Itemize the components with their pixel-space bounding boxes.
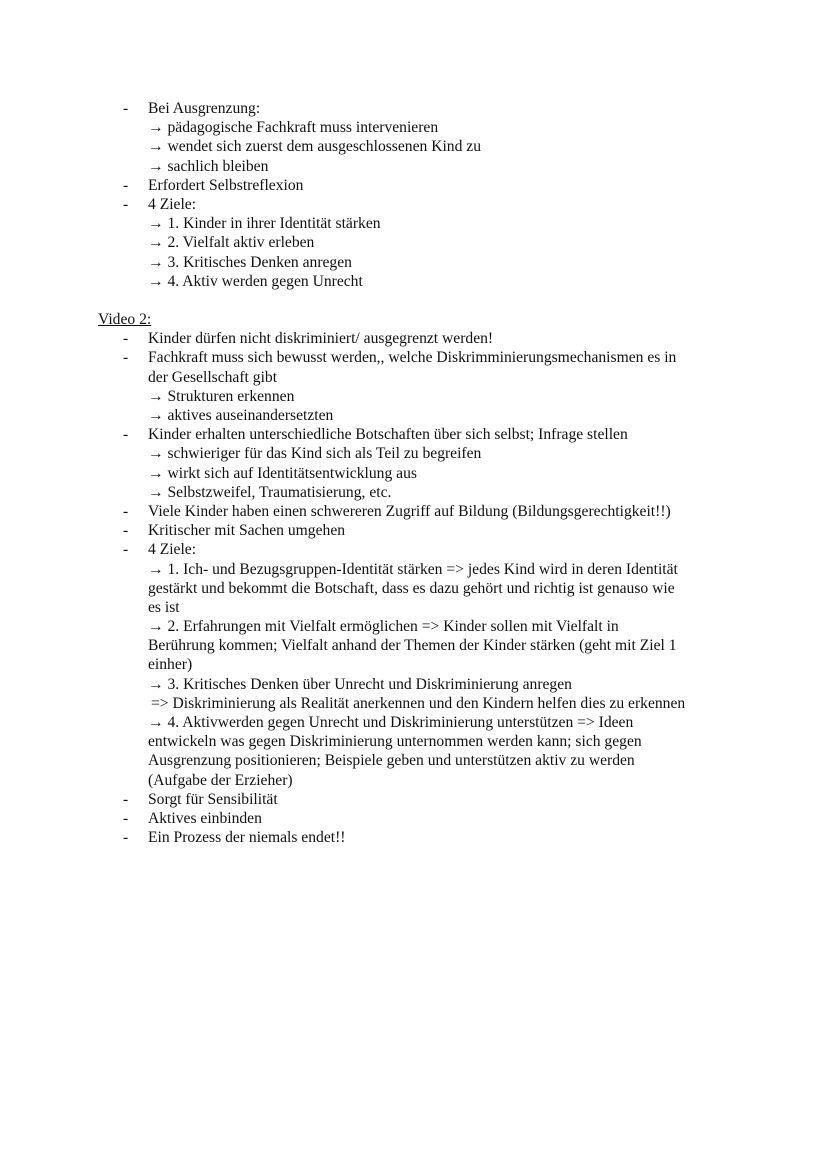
line-text: (Aufgabe der Erzieher) (148, 771, 293, 789)
line-text: gestärkt und bekommt die Botschaft, dass es dazu gehört und richtig ist genauso wie (148, 579, 675, 597)
line-text: → sachlich bleiben (148, 157, 269, 175)
bullet-dash: - (123, 809, 129, 827)
bullet-item (0, 828, 828, 847)
continuation-line (0, 464, 828, 483)
continuation-line (0, 233, 828, 252)
continuation-line (0, 732, 828, 751)
line-text: → 3. Kritisches Denken über Unrecht und Diskriminierung anregen (148, 675, 572, 693)
line-text: Ein Prozess der niemals endet!! (148, 829, 346, 847)
bullet-dash: - (123, 426, 129, 444)
bullet-item (0, 502, 828, 521)
bullet-dash: - (123, 349, 129, 367)
line-text: einher) (148, 656, 193, 674)
section-2-heading-line (0, 310, 828, 329)
bullet-item (0, 809, 828, 828)
continuation-line (0, 636, 828, 655)
line-text: → aktives auseinandersetzten (148, 407, 334, 424)
continuation-line (0, 483, 828, 502)
continuation-line (0, 598, 828, 617)
line-text: → 3. Kritisches Denken anregen (148, 253, 352, 271)
bullet-item (0, 195, 828, 214)
continuation-line (0, 444, 828, 463)
bullet-item (0, 790, 828, 809)
line-text: → schwieriger für das Kind sich als Teil zu begreifen (148, 445, 482, 463)
bullet-dash: - (123, 502, 129, 520)
line-text: es ist (148, 598, 180, 616)
line-text: → 2. Erfahrungen mit Vielfalt ermöglichen => Kinder sollen mit Vielfalt in (148, 618, 619, 636)
line-text: 4 Ziele: (148, 541, 197, 559)
continuation-line (0, 617, 828, 636)
bullet-dash: - (123, 790, 129, 808)
bullet-item (0, 521, 828, 540)
line-text: → 4. Aktivwerden gegen Unrecht und Diskriminierung unterstützen => Ideen (148, 714, 634, 731)
line-text: Kinder dürfen nicht diskriminiert/ ausgegrenzt werden! (148, 330, 494, 348)
bullet-item (0, 176, 828, 195)
section-2-heading: Video 2: (98, 311, 152, 329)
bullet-dash: - (123, 100, 129, 117)
line-text: → Strukturen erkennen (148, 387, 295, 405)
continuation-line (0, 713, 828, 732)
line-text: Kinder erhalten unterschiedliche Botschaften über sich selbst; Infrage stellen (148, 426, 628, 444)
continuation-line (0, 579, 828, 598)
bullet-item (0, 99, 828, 118)
bullet-item (0, 425, 828, 444)
continuation-line (0, 272, 828, 291)
continuation-line (0, 694, 828, 713)
line-text: → wirkt sich auf Identitätsentwicklung aus (148, 464, 417, 482)
line-text: Fachkraft muss sich bewusst werden,, welche Diskrimminierungsmechanismen es in (148, 349, 677, 367)
line-text: Sorgt für Sensibilität (148, 790, 278, 808)
document-page (0, 99, 828, 847)
section-2-list (0, 329, 828, 847)
line-text: Erfordert Selbstreflexion (148, 176, 304, 194)
line-text: 4 Ziele: (148, 195, 197, 213)
line-text: → 4. Aktiv werden gegen Unrecht (148, 272, 363, 290)
line-text: → 1. Kinder in ihrer Identität stärken (148, 215, 381, 233)
line-text: → 1. Ich- und Bezugsgruppen-Identität stärken => jedes Kind wird in deren Identität (148, 560, 678, 578)
line-text: Ausgrenzung positionieren; Beispiele geben und unterstützen aktiv zu werden (148, 752, 635, 770)
continuation-line (0, 406, 828, 425)
line-text: entwickeln was gegen Diskriminierung unternommen werden kann; sich gegen (148, 733, 642, 751)
continuation-line (0, 771, 828, 790)
bullet-dash: - (123, 522, 129, 540)
bullet-dash: - (123, 176, 129, 194)
continuation-line (0, 137, 828, 156)
continuation-line (0, 253, 828, 272)
line-text: → pädagogische Fachkraft muss intervenieren (148, 119, 439, 137)
line-text: der Gesellschaft gibt (148, 368, 278, 386)
continuation-line (0, 157, 828, 176)
line-text: Viele Kinder haben einen schwereren Zugriff auf Bildung (Bildungsgerechtigkeit!!) (148, 502, 671, 520)
bullet-item (0, 329, 828, 348)
line-text: → 2. Vielfalt aktiv erleben (148, 234, 315, 252)
line-text: Bei Ausgrenzung: (148, 100, 261, 117)
continuation-line (0, 387, 828, 406)
line-text: => Diskriminierung als Realität anerkennen und den Kindern helfen dies zu erkennen (151, 694, 686, 712)
bullet-dash: - (123, 330, 129, 348)
bullet-dash: - (123, 829, 129, 847)
line-text: Aktives einbinden (148, 809, 262, 827)
continuation-line (0, 118, 828, 137)
line-text: → wendet sich zuerst dem ausgeschlossenen Kind zu (148, 138, 482, 156)
line-text: Kritischer mit Sachen umgehen (148, 522, 346, 540)
continuation-line (0, 214, 828, 233)
continuation-line (0, 368, 828, 387)
blank-line (0, 291, 828, 310)
bullet-item (0, 540, 828, 559)
line-text: Berührung kommen; Vielfalt anhand der Themen der Kinder stärken (geht mit Ziel 1 (148, 637, 677, 655)
section-1-list (0, 99, 828, 310)
bullet-item (0, 348, 828, 367)
bullet-dash: - (123, 541, 129, 559)
continuation-line (0, 560, 828, 579)
continuation-line (0, 655, 828, 674)
line-text: → Selbstzweifel, Traumatisierung, etc. (148, 483, 392, 501)
continuation-line (0, 675, 828, 694)
bullet-dash: - (123, 195, 129, 213)
continuation-line (0, 751, 828, 770)
